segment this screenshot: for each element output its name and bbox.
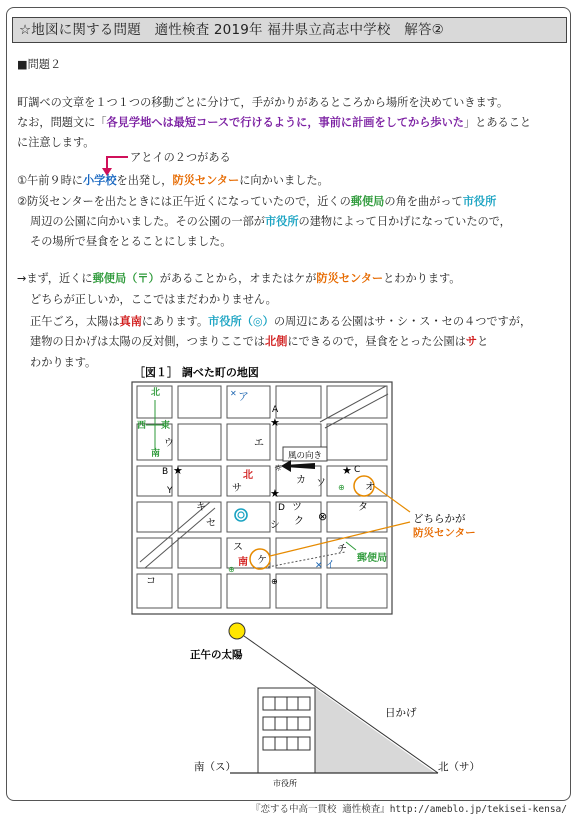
map-label-i: イ: [325, 560, 335, 571]
hospital-mark: ⊕: [271, 577, 278, 586]
fork-mark: Y: [167, 486, 173, 496]
step-text: 周辺の公園に向かいました。その公園の一部が: [30, 215, 265, 228]
school-mark-a: ✕: [230, 389, 237, 398]
north-label: 北（サ）: [438, 761, 480, 773]
expl-text: の周辺にある公園はサ・シ・ス・セの４つですが，: [273, 315, 532, 328]
intro-line-2: [17, 115, 531, 131]
quoted-condition: 各見学地へは最短コースで行けるように，事前に計画をしてから歩いた: [106, 116, 464, 129]
step-text: に向かいました。: [239, 174, 329, 187]
post-mark-o: ⊕: [338, 483, 345, 492]
school-mark-i: ✕: [315, 561, 323, 571]
map-label-ka: カ: [296, 475, 306, 486]
map-label-tsu: ツ: [292, 502, 302, 513]
disaster-center-label: 防災センター: [316, 272, 384, 285]
expl-text: と: [477, 335, 489, 348]
map-border: [132, 382, 392, 614]
map-label-sa: サ: [232, 483, 242, 494]
map-label-chi: チ: [337, 544, 347, 555]
map-caption: ［図１］ 調べた町の地図: [134, 366, 259, 379]
step-1: [17, 173, 329, 189]
step-text: の建物によって日かげになっていたので，: [298, 215, 511, 228]
explanation-4: [30, 334, 488, 350]
map-label-shi: シ: [270, 520, 280, 531]
page-title: ☆地図に関する問題 適性検査 2019年 福井県立高志中学校 解答②: [12, 17, 567, 43]
step-2-end: その場所で昼食をとることにしました。: [30, 235, 232, 248]
north-side-label: 北側: [264, 335, 288, 348]
map-label-e: エ: [254, 438, 264, 449]
step-text: ②防災センターを出たときには正午近くになっていたので，近くの: [17, 195, 351, 208]
map-label-ku: ク: [294, 516, 304, 527]
wind-label: 風の向き: [288, 451, 323, 461]
shadow-area: [315, 688, 435, 773]
sun-mark: ☼: [274, 464, 283, 474]
building-label: 市役所: [273, 779, 297, 788]
callout-line-1: どちらかが: [413, 513, 466, 525]
expl-text: にできるので，昼食をとった公園は: [287, 335, 466, 348]
step-text: の角を曲がって: [384, 195, 463, 208]
map-label-C: C: [354, 465, 361, 475]
answer-sa: サ: [465, 335, 478, 348]
star-B: ★: [173, 464, 183, 477]
step-2: [17, 194, 496, 210]
town-map: [120, 362, 500, 622]
expl-text: にあります。: [141, 315, 209, 328]
shrine-mark: ⊗: [318, 510, 328, 523]
explanation-2: どちらが正しいか，ここではまだわかりません。: [30, 293, 277, 306]
compass-west: 西: [137, 421, 147, 431]
expl-text: 正午ごろ，太陽は: [30, 315, 120, 328]
city-hall-label: 市役所（◎）: [208, 315, 274, 328]
intro-line-1: 町調べの文章を１つ１つの移動ごとに分けて，手がかりがあるところから場所を決めていきます。: [17, 96, 509, 109]
step-2-cont: [30, 214, 511, 230]
sun-circle: [229, 623, 245, 639]
star-A: ★: [270, 416, 280, 429]
sun-shadow-diagram: [190, 618, 480, 793]
compass-south: 南: [151, 449, 161, 459]
expl-text: があることから，オまたはケが: [159, 272, 317, 285]
step-text: を出発し，: [116, 174, 173, 187]
star-D: ★: [270, 487, 280, 500]
map-label-a: ア: [238, 390, 249, 403]
south-label: 南（ス）: [194, 761, 236, 773]
city-hall-label: 市役所: [462, 195, 497, 208]
map-label-u: ウ: [164, 438, 174, 449]
map-label-ko: コ: [146, 576, 156, 587]
school-label: 小学校: [82, 174, 117, 187]
footer-source: 『恋する中高一貫校 適性検査』http://ameblo.jp/tekisei-kensa/: [250, 804, 567, 815]
explanation-5: わかります。: [30, 356, 97, 369]
intro-line-3: に注意します。: [17, 136, 95, 149]
callout-line-2: 防災センター: [413, 527, 476, 539]
expl-text: とわかります。: [383, 272, 461, 285]
map-label-B: B: [162, 467, 169, 477]
problem-label: ■問題２: [17, 58, 62, 71]
map-label-se: セ: [206, 518, 216, 529]
shadow-label: 日かげ: [385, 707, 417, 719]
post-office-label: 郵便局（〒）: [92, 272, 160, 285]
compass-east: 東: [161, 421, 171, 431]
map-label-so: ソ: [316, 478, 326, 489]
post-mark-ke: ⊕: [228, 565, 235, 574]
intro-text: なお，問題文に「: [17, 116, 107, 129]
map-label-ki: キ: [196, 502, 206, 513]
compass-north: 北: [151, 388, 161, 398]
map-label-su: ス: [233, 542, 243, 553]
map-label-o: オ: [365, 482, 375, 493]
map-label-A: A: [272, 405, 279, 415]
map-label-D: D: [278, 503, 285, 513]
map-label-ke: ケ: [257, 555, 267, 566]
explanation-1: [17, 271, 461, 287]
map-north-label: 北: [243, 470, 253, 481]
expl-text: 建物の日かげは太陽の反対側，つまりここでは: [30, 335, 265, 348]
map-label-ta: タ: [358, 502, 368, 513]
intro-text: 」とあること: [463, 116, 532, 129]
sun-label: 正午の太陽: [190, 649, 243, 661]
expl-text: →まず，近くに: [17, 272, 93, 285]
explanation-3: [30, 314, 531, 330]
note-two-options: アとイの２つがある: [130, 151, 231, 164]
star-C: ★: [342, 464, 352, 477]
disaster-center-label: 防災センター: [172, 174, 240, 187]
post-office-label: 郵便局: [350, 195, 385, 208]
city-hall-label: 市役所: [264, 215, 299, 228]
map-south-label: 南: [238, 557, 248, 568]
map-post-office-label: 郵便局: [357, 553, 387, 564]
step-text: ①午前９時に: [17, 174, 83, 187]
true-south-label: 真南: [119, 315, 142, 328]
